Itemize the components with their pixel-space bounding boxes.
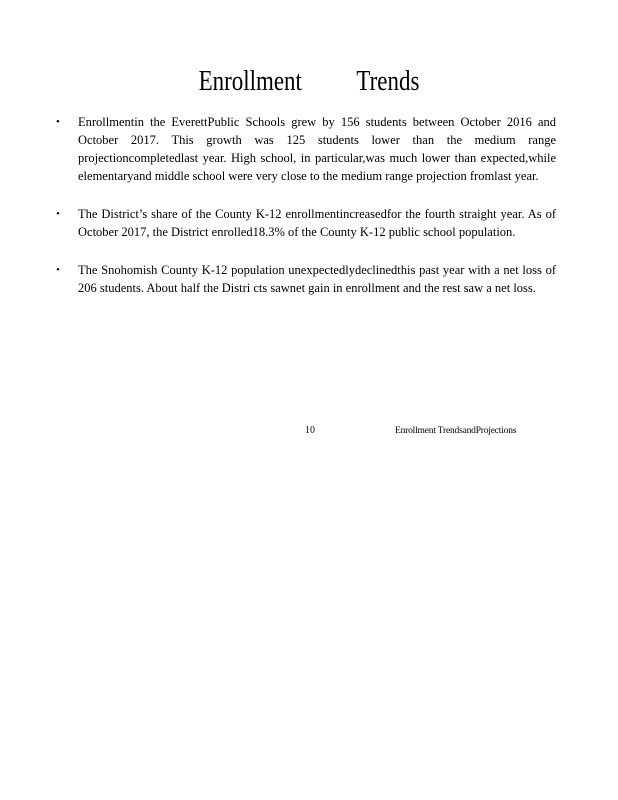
bullet-text: The Snohomish County K-12 population unexpectedlydeclinedthis past year with a net loss of 206 students. About half the Distri cts sawnet gain in enrollment and the rest saw a net loss. [78, 263, 556, 295]
page-footer [0, 423, 618, 439]
page-number: 10 [305, 425, 315, 436]
bullet-list [56, 113, 556, 317]
list-item [56, 205, 556, 241]
bullet-icon: • [56, 116, 60, 128]
bullet-text: Enrollmentin the EverettPublic Schools grew by 156 students between October 2016 and October 2017. This growth was 125 students lower than the medium range projectioncompletedlast year. High school, in particular,was much lower than expected,while elementaryand middle school were very close to the medium range projection fromlast year. [78, 115, 556, 183]
bullet-text: The District’s share of the County K-12 enrollmentincreasedfor the fourth straight year. As of October 2017, the District enrolled18.3% of the County K-12 public school population. [78, 207, 556, 239]
list-item [56, 261, 556, 297]
bullet-icon: • [56, 208, 60, 220]
page-title: Enrollment Trends [198, 66, 420, 97]
running-title: Enrollment TrendsandProjections [395, 426, 517, 436]
bullet-icon: • [56, 264, 60, 276]
list-item [56, 113, 556, 185]
